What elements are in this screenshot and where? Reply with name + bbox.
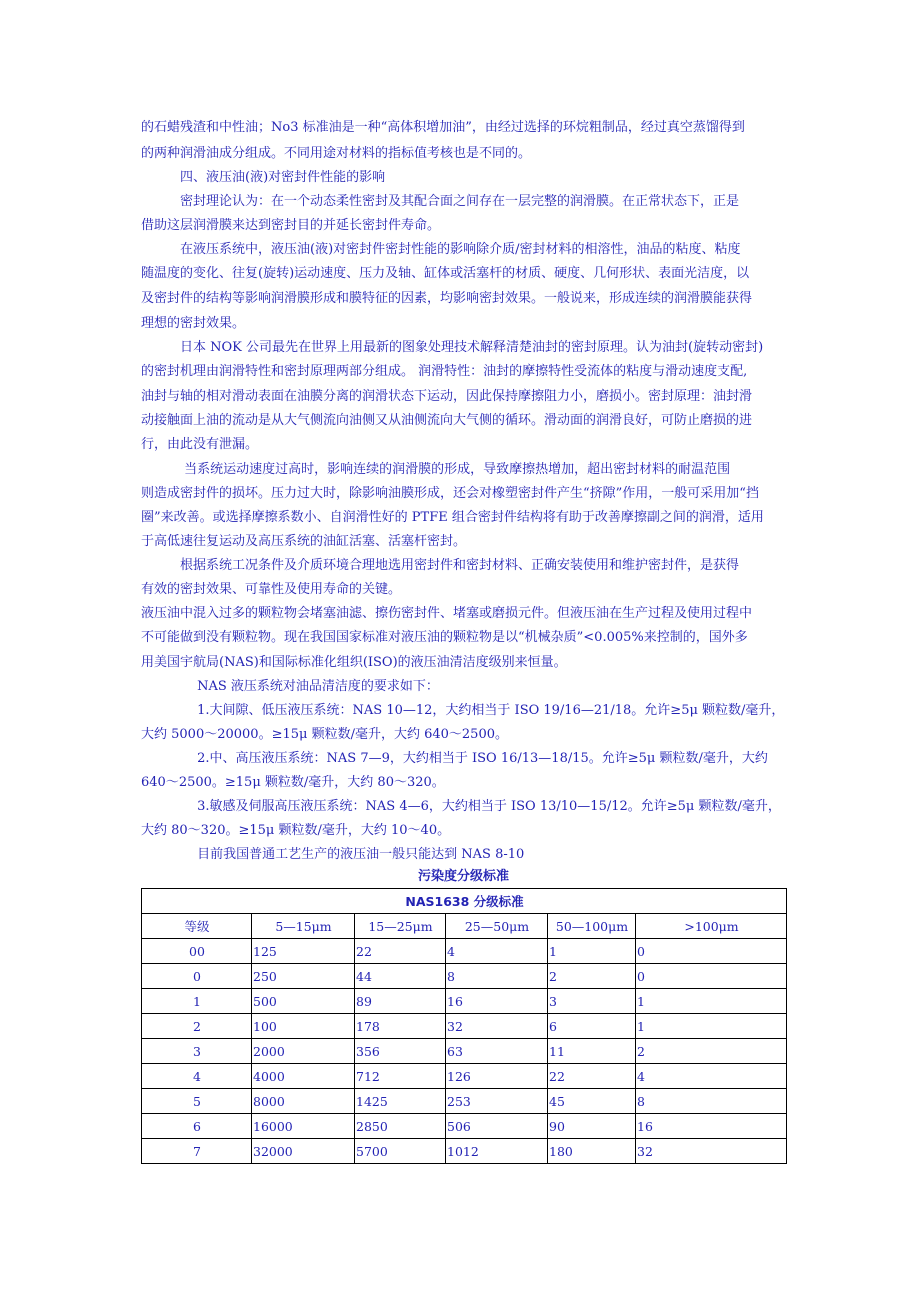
text-line: NAS 液压系统对油品清洁度的要求如下：: [141, 679, 439, 694]
text-line: 大约 80～320。≥15μ 颗粒数/毫升，大约 10～40。: [141, 823, 451, 838]
particle-count-cell: 4: [636, 1064, 787, 1089]
grade-cell: 4: [142, 1064, 252, 1089]
particle-count-cell: 8: [636, 1089, 787, 1114]
particle-count-cell: 63: [446, 1039, 548, 1064]
particle-count-cell: 44: [355, 964, 446, 989]
grade-cell: 0: [142, 964, 252, 989]
text-line: 用美国宇航局(NAS)和国际标准化组织(ISO)的液压油清洁度级别来恒量。: [141, 655, 567, 670]
header-5-15um: 5—15μm: [252, 914, 355, 939]
text-line: 有效的密封效果、可靠性及使用寿命的关键。: [141, 582, 402, 597]
header-15-25um: 15—25μm: [355, 914, 446, 939]
particle-count-cell: 126: [446, 1064, 548, 1089]
text-line: 圈”来改善。或选择摩擦系数小、自润滑性好的 PTFE 组合密封件结构将有助于改善摩擦副之间的润滑，适用: [141, 510, 764, 525]
particle-count-cell: 712: [355, 1064, 446, 1089]
particle-count-cell: 1: [548, 939, 636, 964]
table-header-row: [142, 914, 787, 939]
particle-count-cell: 1012: [446, 1139, 548, 1164]
particle-count-cell: 100: [252, 1014, 355, 1039]
particle-count-cell: 253: [446, 1089, 548, 1114]
text-line: 1.大间隙、低压液压系统：NAS 10—12，大约相当于 ISO 19/16—21/18。允许≥5μ 颗粒数/毫升，: [141, 703, 785, 718]
particle-count-cell: 8000: [252, 1089, 355, 1114]
table-row: [142, 1064, 787, 1089]
text-line: 2.中、高压液压系统：NAS 7—9，大约相当于 ISO 16/13—18/15。允许≥5μ 颗粒数/毫升，大约: [141, 751, 768, 766]
particle-count-cell: 506: [446, 1114, 548, 1139]
table-row: [142, 1139, 787, 1164]
grade-cell: 6: [142, 1114, 252, 1139]
text-line: 根据系统工况条件及介质环境合理地选用密封件和密封材料、正确安装使用和维护密封件，是获得: [141, 558, 740, 573]
text-line: 的两种润滑油成分组成。不同用途对材料的指标值考核也是不同的。: [141, 146, 532, 161]
particle-count-cell: 2000: [252, 1039, 355, 1064]
table-row: [142, 964, 787, 989]
particle-count-cell: 178: [355, 1014, 446, 1039]
particle-count-cell: 32: [446, 1014, 548, 1039]
grade-cell: 1: [142, 989, 252, 1014]
text-line: 行，由此没有泄漏。: [141, 437, 259, 452]
text-line: 于高低速往复运动及高压系统的油缸活塞、活塞杆密封。: [141, 534, 467, 549]
particle-count-cell: 1: [636, 1014, 787, 1039]
particle-count-cell: 0: [636, 964, 787, 989]
text-line: 3.敏感及伺服高压液压系统：NAS 4—6，大约相当于 ISO 13/10—15/12。允许≥5μ 颗粒数/毫升，: [141, 799, 781, 814]
particle-count-cell: 250: [252, 964, 355, 989]
particle-count-cell: 356: [355, 1039, 446, 1064]
particle-count-cell: 0: [636, 939, 787, 964]
particle-count-cell: 22: [355, 939, 446, 964]
table-title: 污染度分级标准: [417, 869, 509, 884]
text-line: 密封理论认为：在一个动态柔性密封及其配合面之间存在一层完整的润滑膜。在正常状态下，正是: [141, 194, 740, 209]
particle-count-cell: 4: [446, 939, 548, 964]
particle-count-cell: 16: [446, 989, 548, 1014]
text-line: 则造成密封件的损坏。压力过大时，除影响油膜形成，还会对橡塑密封件产生“挤隙”作用，一般可采用加“挡: [141, 486, 759, 501]
grade-cell: 2: [142, 1014, 252, 1039]
particle-count-cell: 1425: [355, 1089, 446, 1114]
particle-count-cell: 32: [636, 1139, 787, 1164]
text-line: 及密封件的结构等影响润滑膜形成和膜特征的因素，均影响密封效果。一般说来，形成连续的润滑膜能获得: [141, 291, 753, 306]
particle-count-cell: 22: [548, 1064, 636, 1089]
particle-count-cell: 5700: [355, 1139, 446, 1164]
text-line: 油封与轴的相对滑动表面在油膜分离的润滑状态下运动，因此保持摩擦阻力小，磨损小。密封原理：油封滑: [141, 389, 753, 404]
contamination-grade-table: [141, 888, 787, 1164]
particle-count-cell: 125: [252, 939, 355, 964]
particle-count-cell: 2850: [355, 1114, 446, 1139]
grade-cell: 00: [142, 939, 252, 964]
text-line: 理想的密封效果。: [141, 316, 246, 331]
text-line: 640～2500。≥15μ 颗粒数/毫升，大约 80～320。: [141, 775, 445, 790]
particle-count-cell: 180: [548, 1139, 636, 1164]
table-row: [142, 1089, 787, 1114]
particle-count-cell: 4000: [252, 1064, 355, 1089]
text-line: 当系统运动速度过高时，影响连续的润滑膜的形成，导致摩擦热增加，超出密封材料的耐温范围: [141, 462, 731, 477]
text-line: 的密封机理由润滑特性和密封原理两部分组成。 润滑特性：油封的摩擦特性受流体的粘度与滑动速度支配,: [141, 364, 748, 379]
text-line: 液压油中混入过多的颗粒物会堵塞油滤、擦伤密封件、堵塞或磨损元件。但液压油在生产过程及使用过程中: [141, 606, 753, 621]
table-caption-row: [142, 889, 787, 914]
grade-cell: 7: [142, 1139, 252, 1164]
particle-count-cell: 1: [636, 989, 787, 1014]
text-line: 四、液压油(液)对密封件性能的影响: [141, 170, 386, 185]
text-line: 借助这层润滑膜来达到密封目的并延长密封件寿命。: [141, 218, 441, 233]
text-line: 日本 NOK 公司最先在世界上用最新的图象处理技术解释清楚油封的密封原理。认为油封(旋转动密封): [141, 340, 764, 355]
text-line: 的石蜡残渣和中性油；No3 标准油是一种“高体积增加油”，由经过选择的环烷粗制品，经过真空蒸馏得到: [141, 120, 745, 135]
table-row: [142, 989, 787, 1014]
table-row: [142, 1039, 787, 1064]
particle-count-cell: 32000: [252, 1139, 355, 1164]
particle-count-cell: 16: [636, 1114, 787, 1139]
text-line: 目前我国普通工艺生产的液压油一般只能达到 NAS 8-10: [141, 847, 525, 862]
particle-count-cell: 90: [548, 1114, 636, 1139]
text-line: 动接触面上油的流动是从大气侧流向油侧又从油侧流向大气侧的循环。滑动面的润滑良好，可防止磨损的进: [141, 413, 753, 428]
header-25-50um: 25—50μm: [446, 914, 548, 939]
header-50-100um: 50—100μm: [548, 914, 636, 939]
table-row: [142, 939, 787, 964]
particle-count-cell: 11: [548, 1039, 636, 1064]
table-row: [142, 1114, 787, 1139]
particle-count-cell: 3: [548, 989, 636, 1014]
particle-count-cell: 2: [548, 964, 636, 989]
header-grade: 等级: [142, 914, 252, 939]
text-line: 不可能做到没有颗粒物。现在我国国家标准对液压油的颗粒物是以“机械杂质”<0.005%来控制的，国外多: [141, 630, 748, 645]
particle-count-cell: 6: [548, 1014, 636, 1039]
grade-cell: 3: [142, 1039, 252, 1064]
particle-count-cell: 89: [355, 989, 446, 1014]
table-row: [142, 1014, 787, 1039]
particle-count-cell: 2: [636, 1039, 787, 1064]
particle-count-cell: 500: [252, 989, 355, 1014]
grade-cell: 5: [142, 1089, 252, 1114]
header-over-100um: >100μm: [636, 914, 787, 939]
particle-count-cell: 45: [548, 1089, 636, 1114]
text-line: 在液压系统中，液压油(液)对密封件密封性能的影响除介质/密封材料的相溶性，油品的粘度、粘度: [141, 242, 741, 257]
particle-count-cell: 16000: [252, 1114, 355, 1139]
text-line: 大约 5000～20000。≥15μ 颗粒数/毫升，大约 640～2500。: [141, 727, 508, 742]
table-caption: NAS1638 分级标准: [142, 889, 787, 914]
particle-count-cell: 8: [446, 964, 548, 989]
text-line: 随温度的变化、往复(旋转)运动速度、压力及轴、缸体或活塞杆的材质、硬度、几何形状、表面光洁度，以: [141, 266, 750, 281]
